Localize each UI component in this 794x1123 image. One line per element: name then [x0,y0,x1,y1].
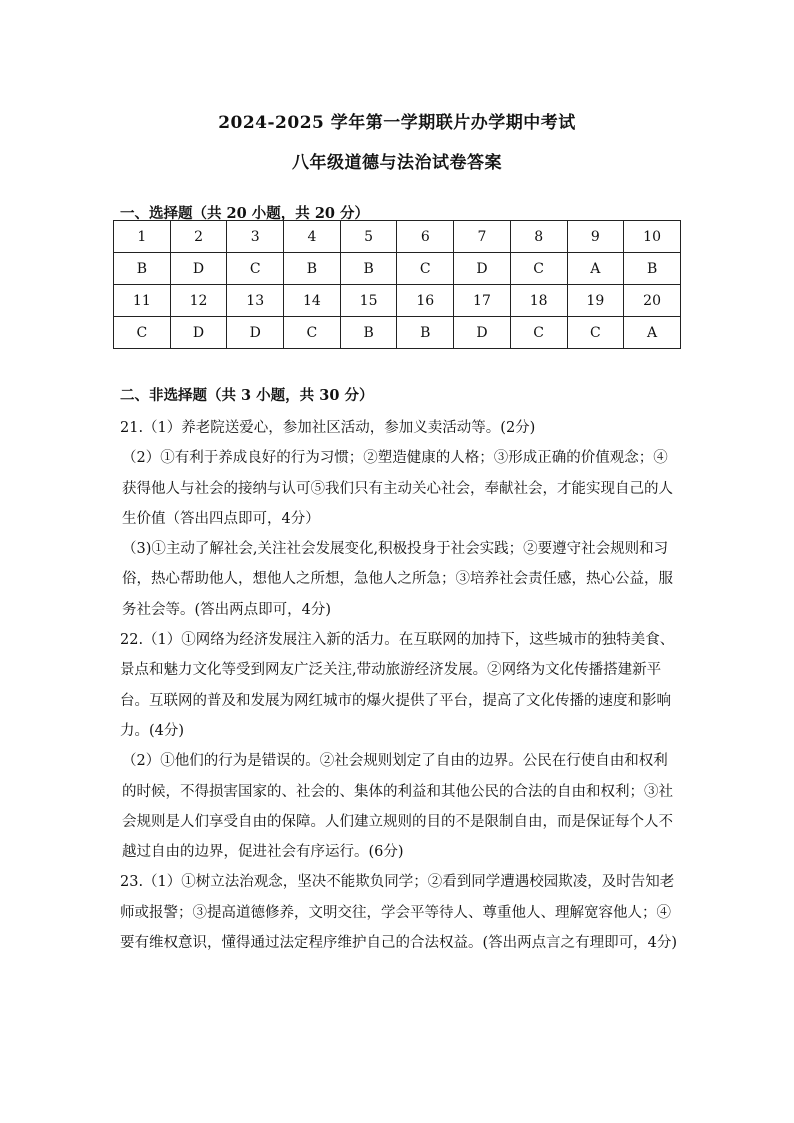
question-number-cell: 15 [340,285,397,317]
question-number-cell: 13 [227,285,284,317]
question-number-row [114,221,681,253]
question-number-cell: 16 [397,285,454,317]
question-number-cell: 14 [284,285,341,317]
answer-table [113,220,681,349]
answer-letter-cell: B [397,317,454,349]
section-heading-choice: 一、选择题（共 20 小题，共 20 分） [120,205,370,222]
answer-letter-cell: C [284,317,341,349]
question-number-cell: 5 [340,221,397,253]
answer-23-1: 23.（1）①树立法治观念，坚决不能欺负同学；②看到同学遭遇校园欺凌，及时告知老师或报警；③提高道德修养，文明交往，学会平等待人、尊重他人、理解宽容他人；④要有维权意识，懂得通过法定程序维护自己的合法权益。(答出两点言之有理即可，4分) [120,874,678,952]
question-number-cell: 9 [567,221,624,253]
question-number-cell: 1 [114,221,171,253]
answer-letter-cell: D [227,317,284,349]
answer-21-2: （2）①有利于养成良好的行为习惯；②塑造健康的人格；③形成正确的价值观念；④获得他人与社会的接纳与认可⑤我们只有主动关心社会，奉献社会，才能实现自己的人生价值（答出四点即可，4分） [122,450,673,527]
answer-21-3: （3)①主动了解社会,关注社会发展变化,积极投身于社会实践；②要遵守社会规则和习俗，热心帮助他人，想他人之所想，急他人之所急；③培养社会责任感，热心公益，服务社会等。(答出两点即可，4分) [122,541,673,618]
question-number-row [114,285,681,317]
question-number-cell: 7 [454,221,511,253]
answer-letter-cell: C [114,317,171,349]
question-number-cell: 18 [510,285,567,317]
answer-letter-cell: D [170,317,227,349]
answer-letter-cell: B [340,317,397,349]
answer-letter-cell: B [114,253,171,285]
question-number-cell: 19 [567,285,624,317]
question-number-cell: 17 [454,285,511,317]
answer-22-2: （2）①他们的行为是错误的。②社会规则划定了自由的边界。公民在行使自由和权利的时候，不得损害国家的、社会的、集体的利益和其他公民的合法的自由和权利；③社会规则是人们享受自由的保障。人们建立规则的目的不是限制自由，而是保证每个人不越过自由的边界，促进社会有序运行。(6分) [122,753,673,861]
answer-letter-cell: D [170,253,227,285]
answer-22-1: 22.（1）①网络为经济发展注入新的活力。在互联网的加持下，这些城市的独特美食、景点和魅力文化等受到网友广泛关注,带动旅游经济发展。②网络为文化传播搭建新平台。互联网的普及和发展为网红城市的爆火提供了平台，提高了文化传播的速度和影响力。(4分) [120,632,675,739]
document-subtitle: 八年级道德与法治试卷答案 [292,153,502,173]
question-number-cell: 12 [170,285,227,317]
answer-letter-cell: B [284,253,341,285]
question-number-cell: 8 [510,221,567,253]
answer-letter-row [114,253,681,285]
question-number-cell: 10 [624,221,681,253]
question-number-cell: 11 [114,285,171,317]
answer-letter-cell: C [227,253,284,285]
answer-letter-cell: C [510,317,567,349]
answer-letter-cell: C [397,253,454,285]
answer-letter-cell: C [567,317,624,349]
question-number-cell: 3 [227,221,284,253]
answer-21-1: 21.（1）养老院送爱心，参加社区活动，参加义卖活动等。(2分) [120,420,536,436]
answer-body-text [120,413,682,958]
question-number-cell: 4 [284,221,341,253]
answer-letter-cell: C [510,253,567,285]
answer-letter-cell: B [624,253,681,285]
answer-letter-cell: A [624,317,681,349]
answer-letter-cell: D [454,317,511,349]
section-heading-nonchoice: 二、非选择题（共 3 小题，共 30 分） [120,387,374,404]
answer-letter-cell: A [567,253,624,285]
question-number-cell: 2 [170,221,227,253]
answer-letter-row [114,317,681,349]
answer-letter-cell: B [340,253,397,285]
answer-letter-cell: D [454,253,511,285]
document-title: 2024-2025 学年第一学期联片办学期中考试 [218,113,576,133]
question-number-cell: 20 [624,285,681,317]
question-number-cell: 6 [397,221,454,253]
